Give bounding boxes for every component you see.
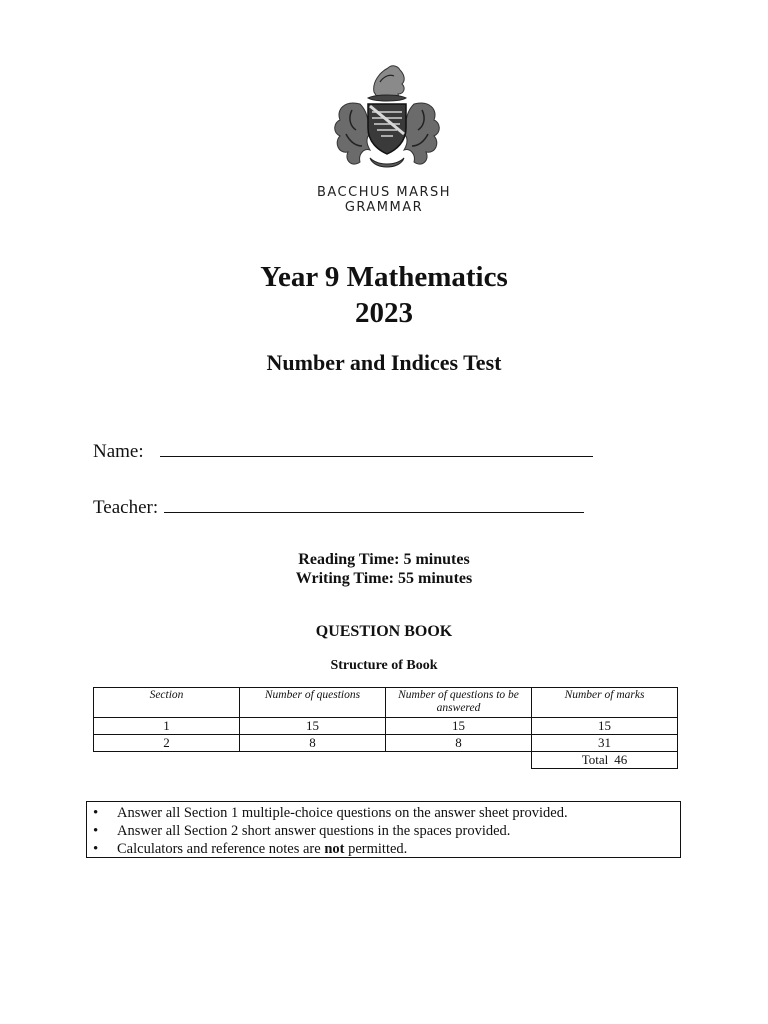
structure-heading: Structure of Book	[330, 658, 438, 673]
name-field	[93, 438, 593, 463]
page-title: Year 9 Mathematics	[260, 261, 508, 293]
school-crest-icon	[330, 62, 444, 182]
name-label: Name:	[93, 441, 144, 462]
school-name-line1: BACCHUS MARSH	[316, 185, 452, 200]
total-cell	[532, 752, 678, 769]
table-cell: 8	[386, 735, 532, 752]
question-book-heading: QUESTION BOOK	[315, 623, 453, 640]
header-to-answer: Number of questions to be answered	[386, 688, 532, 718]
instruction-emphasis: not	[324, 841, 345, 857]
table-cell: 8	[240, 735, 386, 752]
table-header-row	[94, 688, 678, 718]
list-item: • Answer all Section 1 multiple-choice questions on the answer sheet provided.	[117, 804, 680, 822]
total-label: Total	[581, 752, 609, 767]
table-cell: 1	[94, 718, 240, 735]
reading-time: Reading Time: 5 minutes	[298, 551, 470, 568]
structure-table	[93, 687, 678, 769]
teacher-label: Teacher:	[93, 497, 159, 518]
instructions-box	[86, 801, 681, 858]
header-questions: Number of questions	[240, 688, 386, 718]
instruction-text: Calculators and reference notes are	[117, 841, 325, 857]
list-item	[117, 840, 680, 858]
test-subtitle: Number and Indices Test	[266, 350, 502, 375]
table-cell: 2	[94, 735, 240, 752]
page-title-year: 2023	[355, 297, 413, 329]
table-cell: 15	[240, 718, 386, 735]
table-row	[94, 718, 678, 735]
instructions-list	[87, 802, 680, 858]
teacher-blank-line[interactable]	[164, 494, 584, 513]
table-row	[94, 735, 678, 752]
total-value: 46	[614, 752, 628, 767]
instruction-text-end: permitted.	[344, 841, 408, 857]
writing-time: Writing Time: 55 minutes	[295, 570, 473, 587]
table-cell: 31	[532, 735, 678, 752]
table-cell: 15	[386, 718, 532, 735]
list-item: • Answer all Section 2 short answer questions in the spaces provided.	[117, 822, 680, 840]
header-marks: Number of marks	[532, 688, 678, 718]
table-cell: 15	[532, 718, 678, 735]
school-name-line2: GRAMMAR	[344, 200, 424, 215]
name-blank-line[interactable]	[160, 438, 593, 457]
header-section: Section	[94, 688, 240, 718]
teacher-field	[93, 494, 584, 519]
table-total-row	[94, 752, 678, 769]
